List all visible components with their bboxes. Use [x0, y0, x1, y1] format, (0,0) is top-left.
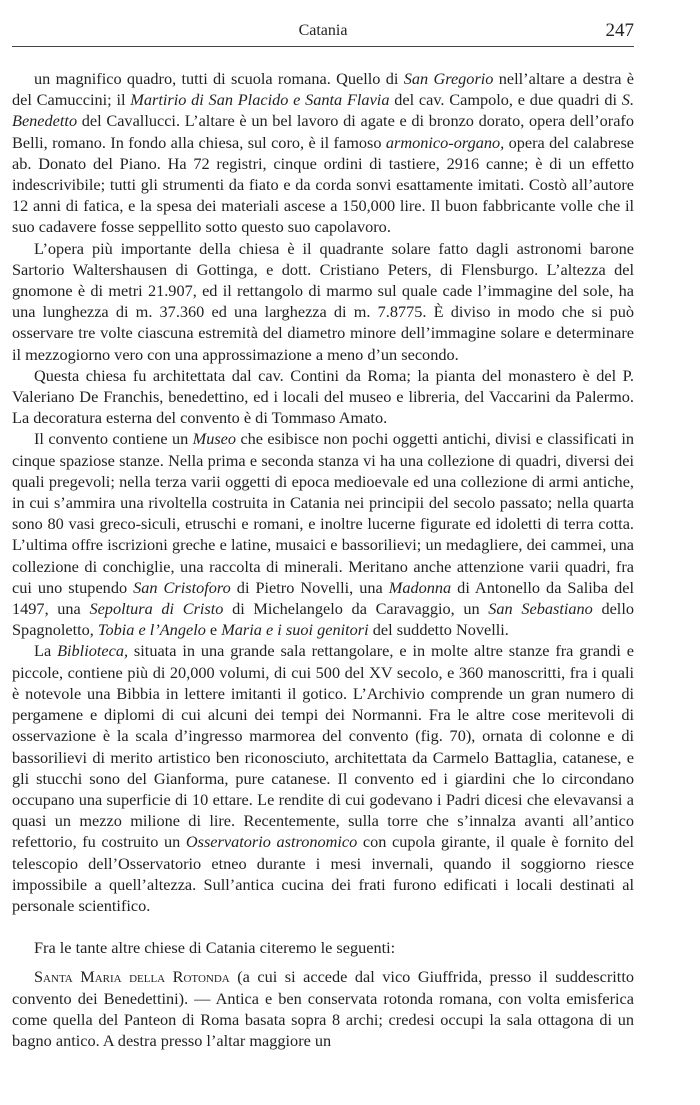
text-run: situata in una grande sala rettangolare, e in molte altre stanze fra grandi e piccole, contiene più di 20,000 volumi, di cui 500 del XV secolo, e 360 manoscritti, fra i quali è notevole una Bibbia in lettere imitanti il gotico. L’Archivio comprende un gran numero di pergamene e diplomi di cui alcuni dei tempi dei Normanni. Fra le altre cose meritevoli di osservazione è la scala d’ingresso marmorea del convento (fig. 70), ornata di colonne e di bassorilievi di merito artistico ben riconosciuto, architettata da Carmelo Battaglia, catanese, e gli stucchi sono del Gianforma, pure catanese. Il convento ed i giardini che lo circondano occupano una superficie di 10 ettare. Le rendite di cui godevano i Padri dicesi che elevavansi a quasi un mezzo milione di lire. Recentemente, sulla torre che s’innalza avanti all’antico refettorio, fu costruito un	[12, 641, 634, 852]
text-run: di Michelangelo da Caravaggio, un	[223, 599, 489, 619]
italic-run: Museo	[192, 429, 237, 449]
text-run: di Antonello da Saliba del 1497, una	[12, 577, 635, 619]
italic-run: armonico-organo,	[385, 132, 505, 152]
italic-run: S. Benedetto	[12, 90, 635, 131]
paragraph	[12, 365, 634, 429]
paragraph	[12, 68, 634, 238]
text-run: di Pietro Novelli, una	[230, 577, 389, 597]
italic-run: San Gregorio	[403, 69, 494, 88]
paragraph	[12, 640, 634, 916]
italic-run: Osservatorio astronomico	[185, 832, 358, 852]
text-run: Il convento contiene un	[34, 429, 193, 449]
italic-run: Maria e i suoi genitori	[221, 620, 369, 640]
page-number: 247	[605, 20, 634, 41]
text-run: del suddetto Novelli.	[368, 620, 509, 640]
text-run: nell’altare a destra è del Camuccini; il	[12, 69, 635, 110]
running-title: Catania	[298, 22, 348, 39]
paragraph	[12, 937, 634, 958]
text-run: dello Spagnoletto,	[12, 599, 634, 640]
paragraph	[12, 966, 634, 1051]
smallcaps-heading: Santa Maria della Rotonda	[34, 967, 230, 987]
book-page	[12, 0, 634, 1105]
text-run: e	[205, 620, 222, 640]
italic-run: Tobia e l’Angelo	[97, 620, 206, 640]
running-header	[12, 20, 634, 47]
text-run: (a cui si accede dal vico Giuffrida, presso il suddescritto convento dei Benedettini). — Antica e ben conservata rotonda romana, con volta emisferica come quella del Panteon di Roma basata sopra 8 archi; credesi occupi la sala ottagona di un bagno antico. A destra presso l’altar maggiore un	[12, 967, 634, 1050]
italic-run: Biblioteca,	[57, 641, 129, 661]
text-run: L’opera più importante della chiesa è il quadrante solare fatto dagli astronomi barone Sartorio Waltershausen di Gottinga, e dott. Cristiano Peters, di Flensburgo. L’altezza del gnomone è di metri 21.907, ed il rettangolo di marmo sul quale cade l’immagine del sole, ha una lunghezza di m. 37.360 ed una larghezza di m. 7.8775. È diviso in modo che si può osservare tre volte ciascuna estremità del diametro minore dell’immagine solare e determinare il mezzogiorno vero con una approssimazione a meno d’un secondo.	[12, 238, 634, 364]
italic-run: Madonna	[388, 577, 452, 597]
italic-run: San Sebastiano	[488, 599, 593, 619]
text-run: del Cavallucci. L’altare è un bel lavoro di agate e di bronzo dorato, opera dell’orafo Belli, romano. In fondo alla chiesa, sul coro, è il famoso	[12, 111, 634, 152]
text-run: un magnifico quadro, tutti di scuola romana. Quello di	[34, 69, 404, 88]
text-run: La	[34, 641, 58, 661]
text-run: con cupola girante, il quale è fornito del telescopio dell’Osservatorio etneo durante i mesi invernali, quando il soggiorno riesce impossibile a quell’altezza. Sull’antica cucina dei frati furono edificati i locali destinati al personale scientifico.	[12, 832, 634, 915]
italic-run: Sepoltura di Cristo	[89, 599, 224, 619]
text-run: Fra le tante altre chiese di Catania citeremo le seguenti:	[34, 938, 396, 958]
paragraph	[12, 238, 634, 365]
text-run: del cav. Campolo, e due quadri di	[389, 90, 622, 110]
italic-run: San Cristoforo	[133, 577, 231, 597]
italic-run: Martirio di San Placido e Santa Flavia	[130, 90, 390, 110]
paragraph	[12, 428, 634, 640]
page-body	[12, 68, 634, 1051]
text-run: opera del calabrese ab. Donato del Piano. Ha 72 registri, cinque ordini di tastiere, 2916 canne; è di un effetto indescrivibile; tutti gli strumenti da fiato e da corda sonvi esattamente imitati. Costò all’autore 12 anni di fatica, e la spesa dei materiali ascese a 150,000 lire. Il buon fabbricante volle che il suo cadavere fosse seppellito sotto questo suo capolavoro.	[12, 132, 635, 237]
text-run: che esibisce non pochi oggetti antichi, divisi e classificati in cinque spaziose stanze. Nella prima e seconda stanza vi ha una collezione di quadri, diversi dei quali pregevoli; nella terza varii oggetti di epoca medioevale ed una collezione di armi antiche, in cui s’ammira una rivoltella costruita in Catania nei principii del secolo passato; nella quarta sono 80 vasi greco-siculi, etruschi e romani, e inoltre lucerne figurate ed idoletti di terra cotta. L’ultima offre iscrizioni greche e latine, musaici e bassorilievi; un medagliere, dei cammei, una collezione di conchiglie, una raccolta di minerali. Meritano anche attenzione varii quadri, fra cui uno stupendo	[12, 429, 635, 597]
text-run: Questa chiesa fu architettata dal cav. Contini da Roma; la pianta del monastero è del P. Valeriano De Franchis, benedettino, ed i locali del museo e libreria, del Vaccarini da Palermo. La decoratura esterna del convento è di Tommaso Amato.	[12, 365, 634, 428]
